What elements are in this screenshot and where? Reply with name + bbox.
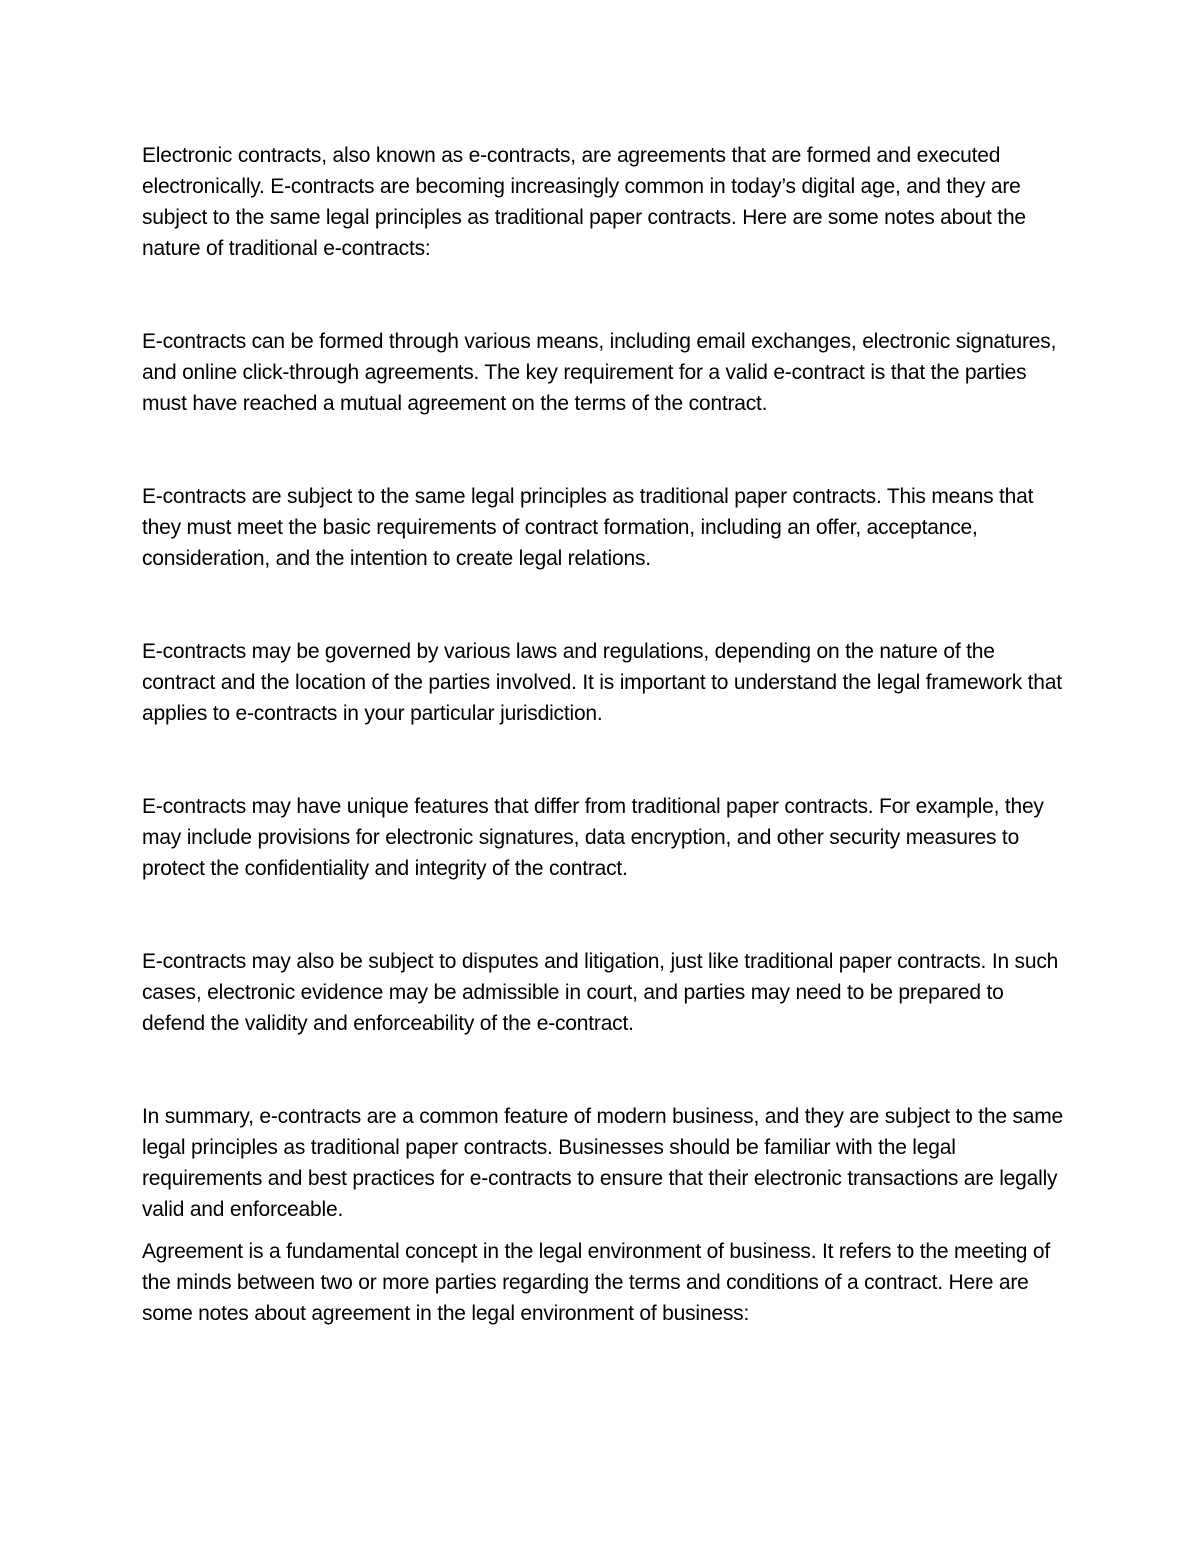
paragraph-formation-means: E-contracts can be formed through various means, including email exchanges, electronic signatures, and online click-through agreements. The key requirement for a valid e-contract is that the parties must have reached a mutual agreement on the terms of the contract. xyxy=(142,330,1057,415)
paragraph-disputes: E-contracts may also be subject to disputes and litigation, just like traditional paper contracts. In such cases, electronic evidence may be admissible in court, and parties may need to be prepared to defend the validity and enforceability of the e-contract. xyxy=(142,950,1059,1035)
paragraph-intro: Electronic contracts, also known as e-contracts, are agreements that are formed and executed electronically. E-contracts are becoming increasingly common in today’s digital age, and they are subject to the same legal principles as traditional paper contracts. Here are some notes about the nature of traditional e-contracts: xyxy=(142,144,1026,260)
document-body xyxy=(142,140,1072,1329)
paragraph-summary: In summary, e-contracts are a common feature of modern business, and they are subject to the same legal principles as traditional paper contracts. Businesses should be familiar with the legal requirements and best practices for e-contracts to ensure that their electronic transactions are legally valid and enforceable. xyxy=(142,1105,1063,1221)
paragraph-agreement: Agreement is a fundamental concept in the legal environment of business. It refers to the meeting of the minds between two or more parties regarding the terms and conditions of a contract. Here are some notes about agreement in the legal environment of business: xyxy=(142,1240,1051,1325)
paragraph-legal-principles: E-contracts are subject to the same legal principles as traditional paper contracts. This means that they must meet the basic requirements of contract formation, including an offer, acceptance, consideration, and the intention to create legal relations. xyxy=(142,485,1034,570)
paragraph-unique-features: E-contracts may have unique features that differ from traditional paper contracts. For example, they may include provisions for electronic signatures, data encryption, and other security measures to protect the confidentiality and integrity of the contract. xyxy=(142,795,1044,880)
paragraph-laws-regulations: E-contracts may be governed by various laws and regulations, depending on the nature of the contract and the location of the parties involved. It is important to understand the legal framework that applies to e-contracts in your particular jurisdiction. xyxy=(142,640,1062,725)
